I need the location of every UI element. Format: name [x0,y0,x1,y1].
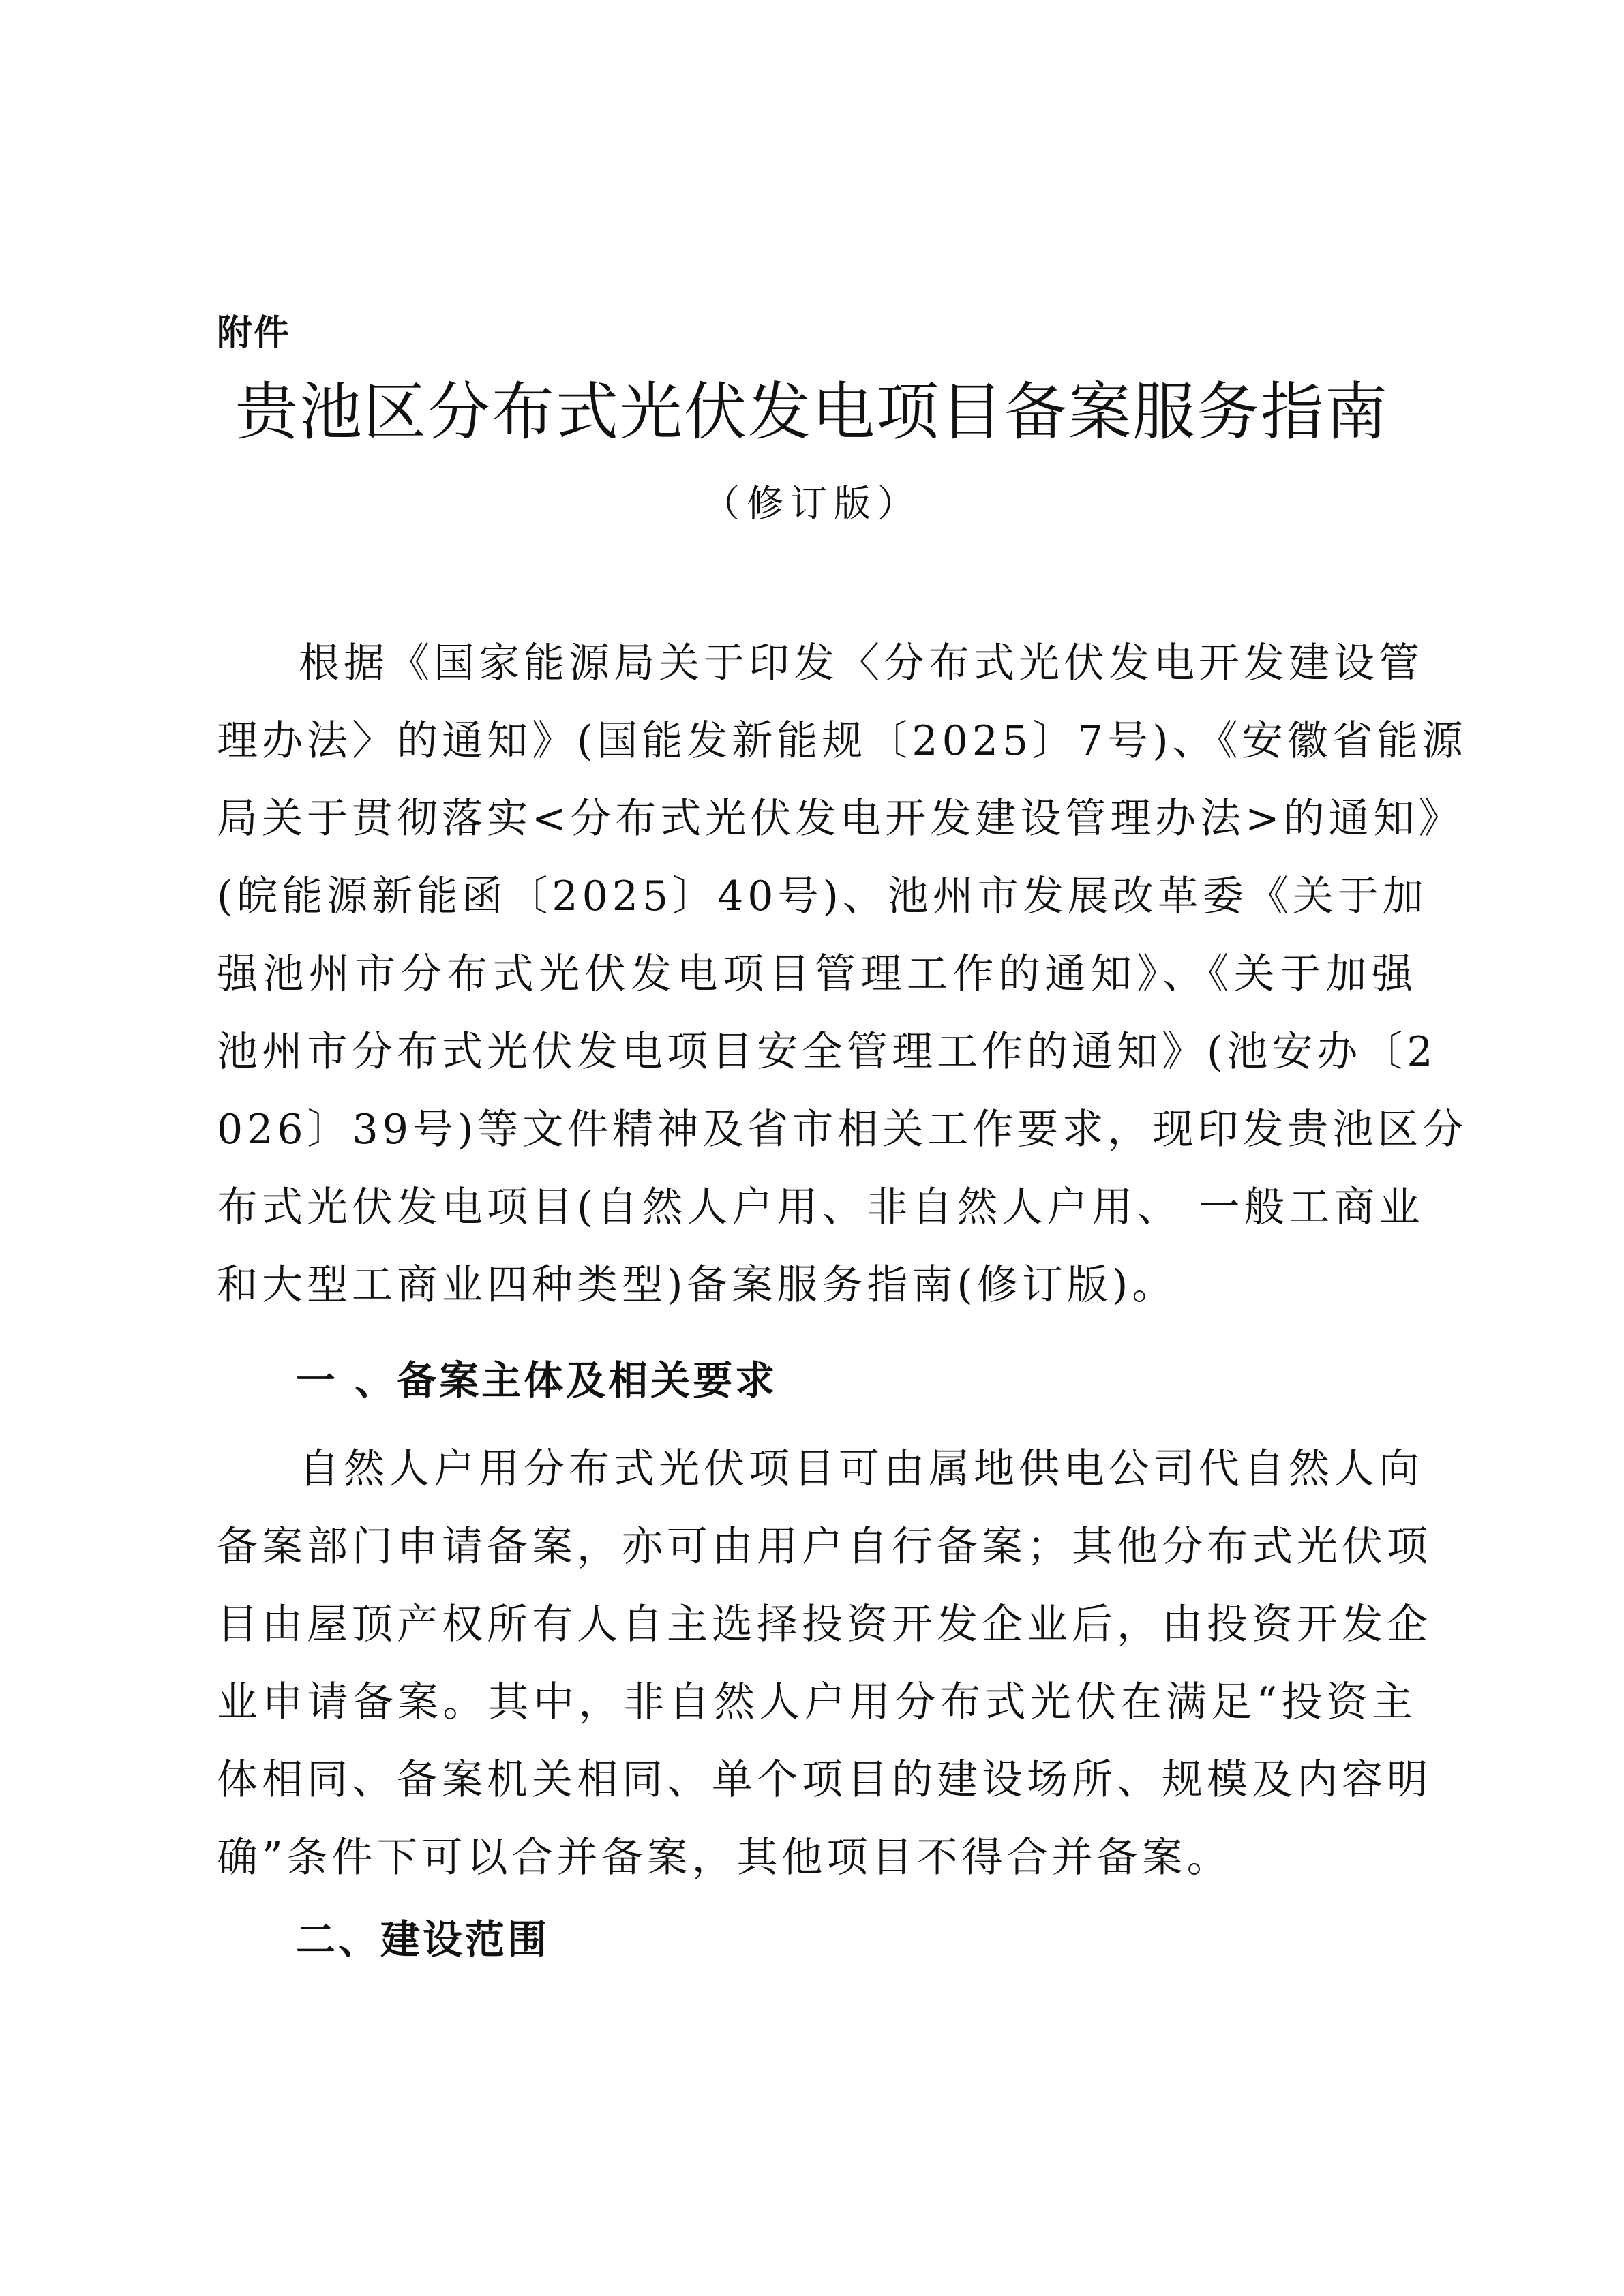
section-2-heading: 二、建设范围 [296,1916,550,1963]
intro-line: 理办法〉的通知》(国能发新能规〔2025〕7号)、《安徽省能源 [217,717,1467,765]
document-subtitle: （修订版） [703,482,921,525]
attachment-label: 附件 [217,313,291,354]
section-1-line: 目由屋顶产权所有人自主选择投资开发企业后，由投资开发企 [217,1601,1432,1648]
section-1-line: 体相同、备案机关相同、单个项目的建设场所、规模及内容明 [217,1756,1432,1804]
intro-line: 和大型工商业四种类型)备案服务指南(修订版)。 [217,1261,1177,1309]
intro-line: 强池州市分布式光伏发电项目管理工作的通知》、《关于加强 [217,950,1417,998]
intro-line: (皖能源新能函〔2025〕40号)、池州市发展改革委《关于加 [217,873,1428,920]
section-1-line: 备案部门申请备案，亦可由用户自行备案；其他分布式光伏项 [217,1523,1432,1571]
intro-line: 池州市分布式光伏发电项目安全管理工作的通知》(池安办〔2 [217,1028,1437,1076]
intro-paragraph [217,624,1468,1324]
intro-line: 局关于贯彻落实<分布式光伏发电开发建设管理办法>的通知》 [217,795,1464,843]
intro-line: 根据《国家能源局关于印发〈分布式光伏发电开发建设管 [299,639,1424,687]
section-1-line: 确”条件下可以合并备案，其他项目不得合并备案。 [217,1834,1232,1882]
section-1-line: 自然人户用分布式光伏项目可由属地供电公司代自然人向 [299,1445,1424,1493]
document-title: 贵池区分布式光伏发电项目备案服务指南 [235,376,1389,449]
intro-line: 026〕39号)等文件精神及省市相关工作要求，现印发贵池区分 [217,1106,1468,1153]
section-1-paragraph [217,1430,1432,1897]
section-1-line: 业申请备案。其中，非自然人户用分布式光伏在满足“投资主 [217,1678,1417,1726]
section-1-heading: 一 、备案主体及相关要求 [296,1357,778,1404]
intro-line: 布式光伏发电项目(自然人户用、非自然人户用、 一般工商业 [217,1183,1424,1231]
